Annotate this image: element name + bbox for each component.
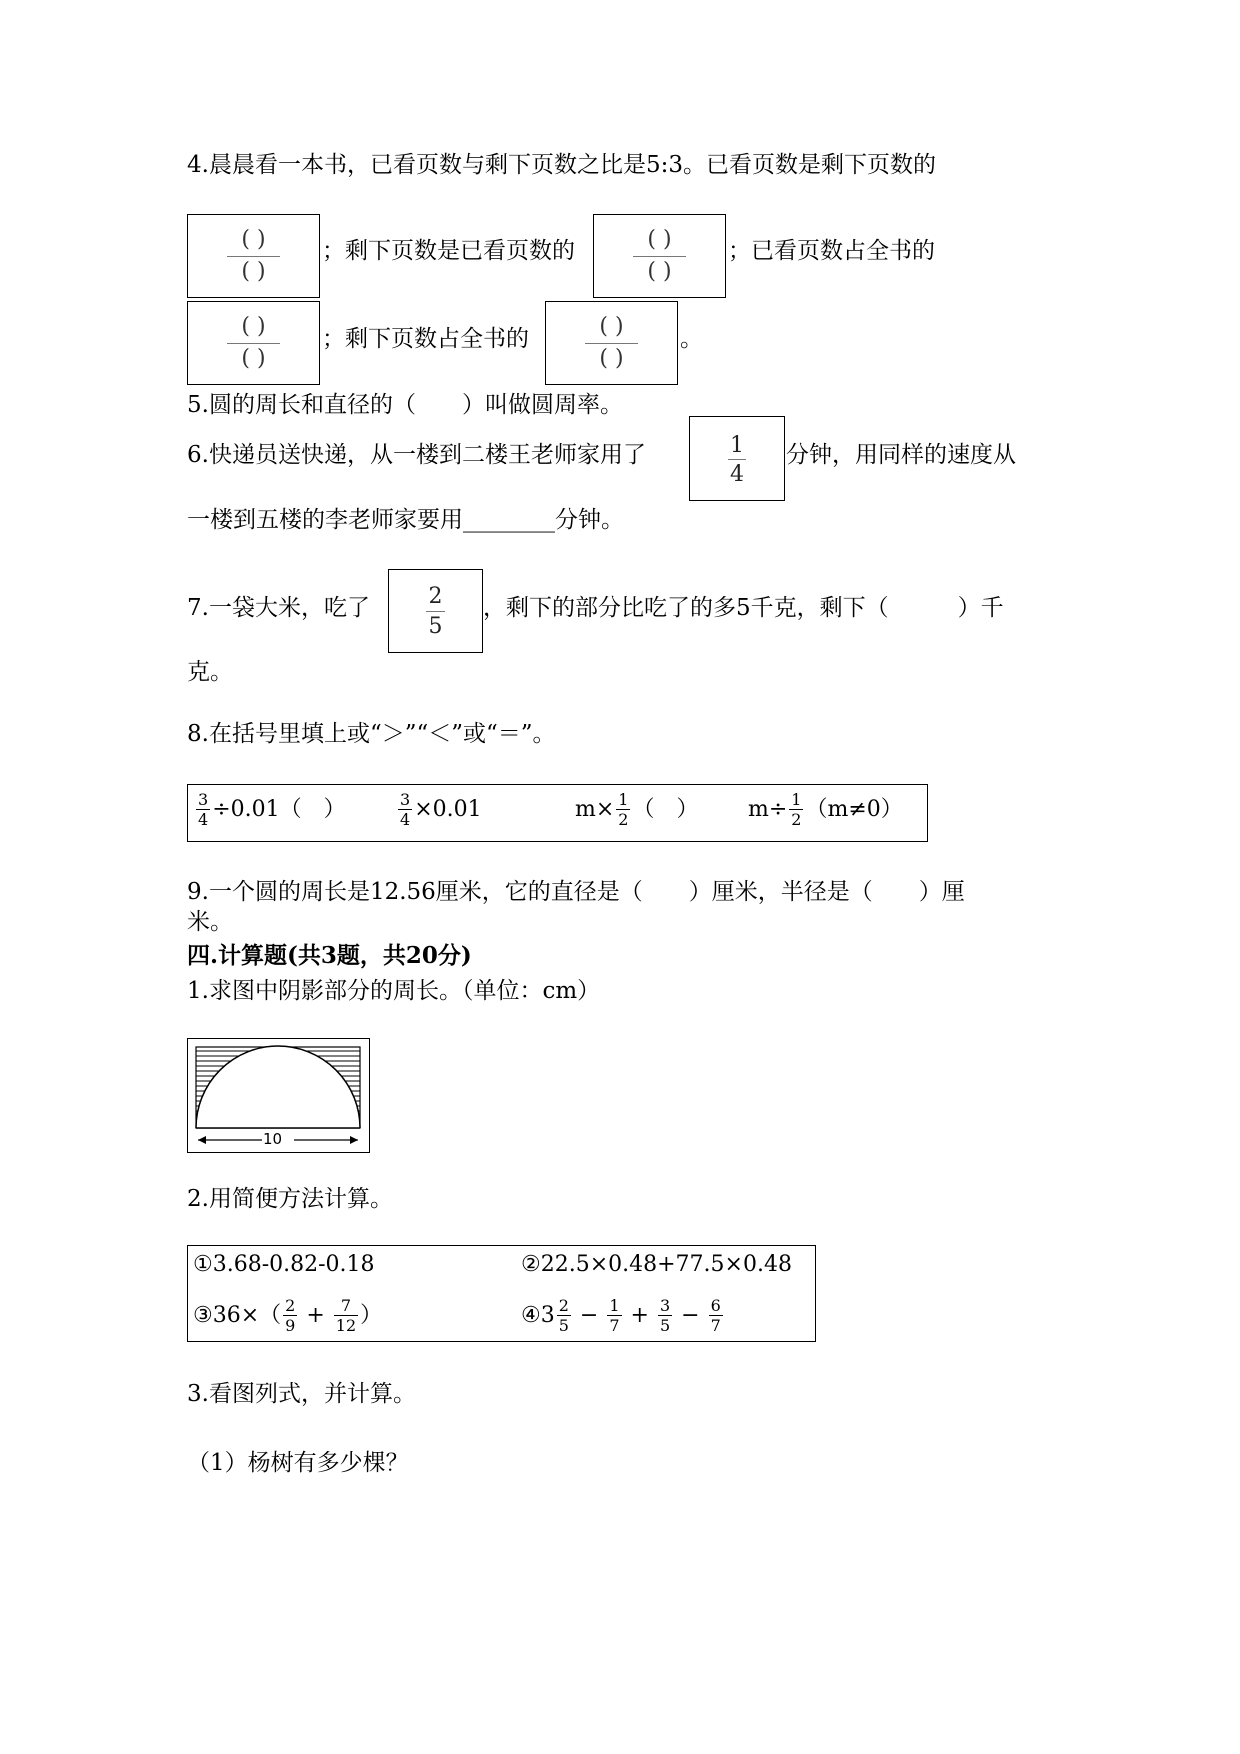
- fraction-bar: [227, 343, 279, 344]
- fraction-bar: [633, 256, 685, 257]
- s4-q2: 2.用简便方法计算。: [187, 1186, 393, 1212]
- q6-part1: 6.快递员送快递，从一楼到二楼王老师家用了: [187, 442, 646, 468]
- fraction-bar: [227, 256, 279, 257]
- frac-numerator: 2: [558, 1296, 569, 1315]
- frac-denominator-blank: ( ): [241, 346, 266, 371]
- q6-line2: 一楼到五楼的李老师家要用________分钟。: [187, 507, 624, 533]
- calc4-op3: −: [681, 1303, 700, 1328]
- q8-expr4-pre: m÷: [748, 797, 788, 822]
- frac-numerator-blank: ( ): [599, 314, 624, 339]
- q8-compare-box: [187, 784, 928, 842]
- section4-title: 四.计算题(共3题，共20分): [187, 942, 472, 969]
- calc3-op: +: [306, 1303, 325, 1328]
- calc4-pre: ④3: [521, 1303, 555, 1328]
- calc3-post: ）: [360, 1303, 383, 1328]
- calc-item-1: ①3.68-0.82-0.18: [193, 1252, 375, 1277]
- calc4-op2: +: [630, 1303, 649, 1328]
- frac-denominator: 12: [335, 1316, 357, 1335]
- frac-numerator: 1: [730, 433, 744, 458]
- q4-seg4: 。: [680, 326, 703, 352]
- frac-denominator: 4: [730, 462, 744, 487]
- s4-q1: 1.求图中阴影部分的周长。（单位：cm）: [187, 978, 601, 1004]
- s4-q3-sub1: （1）杨树有多少棵？: [187, 1450, 409, 1476]
- q7-fraction-box: [388, 569, 483, 653]
- calc3-pre: ③36×（: [193, 1303, 282, 1328]
- frac-denominator: 2: [791, 810, 802, 829]
- q8-expr2-rest: ×0.01: [414, 797, 482, 822]
- q8-expr3-pre: m×: [575, 797, 615, 822]
- answer-box-2[interactable]: [593, 214, 726, 298]
- frac-numerator: 2: [428, 584, 443, 609]
- frac-numerator: 3: [659, 1296, 671, 1315]
- q6-part2: 分钟，用同样的速度从: [786, 442, 1016, 468]
- frac-numerator: 3: [400, 790, 411, 809]
- frac-numerator: 6: [710, 1296, 721, 1315]
- frac-denominator-blank: ( ): [647, 259, 672, 284]
- frac-numerator: 7: [334, 1298, 358, 1316]
- q8-text: 8.在括号里填上或“＞”“＜”或“＝”。: [187, 721, 556, 747]
- q7-part1: 7.一袋大米，吃了: [187, 595, 370, 621]
- q6-fraction-box: [689, 416, 785, 501]
- answer-box-4[interactable]: [545, 301, 678, 385]
- q8-expr2: [396, 792, 482, 828]
- calc4-op1: −: [579, 1303, 599, 1328]
- frac-numerator-blank: ( ): [241, 314, 266, 339]
- q9-line2: 米。: [187, 909, 233, 935]
- s4-q3: 3.看图列式，并计算。: [187, 1381, 416, 1407]
- q7-line2: 克。: [187, 659, 233, 685]
- calc-item-4: [521, 1298, 725, 1334]
- frac-denominator: 4: [198, 810, 209, 829]
- shaded-figure: [187, 1038, 370, 1153]
- q7-part2: ，剩下的部分比吃了的多5千克，剩下（ ）千: [483, 595, 1004, 621]
- fraction-bar: [426, 611, 445, 612]
- frac-denominator-blank: ( ): [241, 259, 266, 284]
- frac-numerator-blank: ( ): [647, 227, 672, 252]
- q5-text: 5.圆的周长和直径的（ ）叫做圆周率。: [187, 392, 623, 418]
- frac-numerator: 1: [618, 790, 629, 809]
- frac-numerator-blank: ( ): [241, 227, 266, 252]
- q8-expr3-rest: （ ）: [632, 797, 699, 822]
- q4-seg3: ；剩下页数占全书的: [322, 326, 529, 352]
- frac-numerator: 1: [609, 1296, 620, 1315]
- frac-denominator: 2: [618, 810, 629, 829]
- calc-item-2: ②22.5×0.48+77.5×0.48: [521, 1252, 792, 1277]
- answer-box-1[interactable]: [187, 214, 320, 298]
- fraction-bar: [585, 343, 637, 344]
- q8-expr3: [575, 792, 699, 828]
- q9-line1: 9.一个圆的周长是12.56厘米，它的直径是（ ）厘米，半径是（ ）厘: [187, 879, 965, 905]
- frac-denominator: 5: [659, 1316, 671, 1335]
- q8-expr4: [748, 792, 903, 828]
- q4-seg2: ；已看页数占全书的: [728, 238, 935, 264]
- calc-box: [187, 1245, 816, 1342]
- answer-box-3[interactable]: [187, 301, 320, 385]
- figure-dimension-label: 10: [263, 1130, 283, 1148]
- q8-expr4-rest: （m≠0）: [805, 797, 903, 822]
- q4-line1: 4.晨晨看一本书，已看页数与剩下页数之比是5:3。已看页数是剩下页数的: [187, 152, 936, 178]
- q8-expr1-rest: ÷0.01（ ）: [212, 797, 346, 822]
- frac-denominator: 9: [285, 1316, 296, 1335]
- calc-item-3: [193, 1298, 382, 1334]
- frac-numerator: 2: [285, 1296, 296, 1315]
- frac-denominator: 7: [710, 1316, 721, 1335]
- frac-denominator: 4: [400, 810, 411, 829]
- frac-numerator: 1: [791, 790, 802, 809]
- q4-seg1: ；剩下页数是已看页数的: [322, 238, 575, 264]
- frac-denominator: 5: [428, 614, 443, 639]
- frac-denominator: 5: [558, 1316, 569, 1335]
- frac-numerator: 3: [198, 790, 209, 809]
- frac-denominator-blank: ( ): [599, 346, 624, 371]
- q8-expr1: [194, 792, 346, 828]
- fraction-bar: [728, 459, 747, 460]
- frac-denominator: 7: [609, 1316, 620, 1335]
